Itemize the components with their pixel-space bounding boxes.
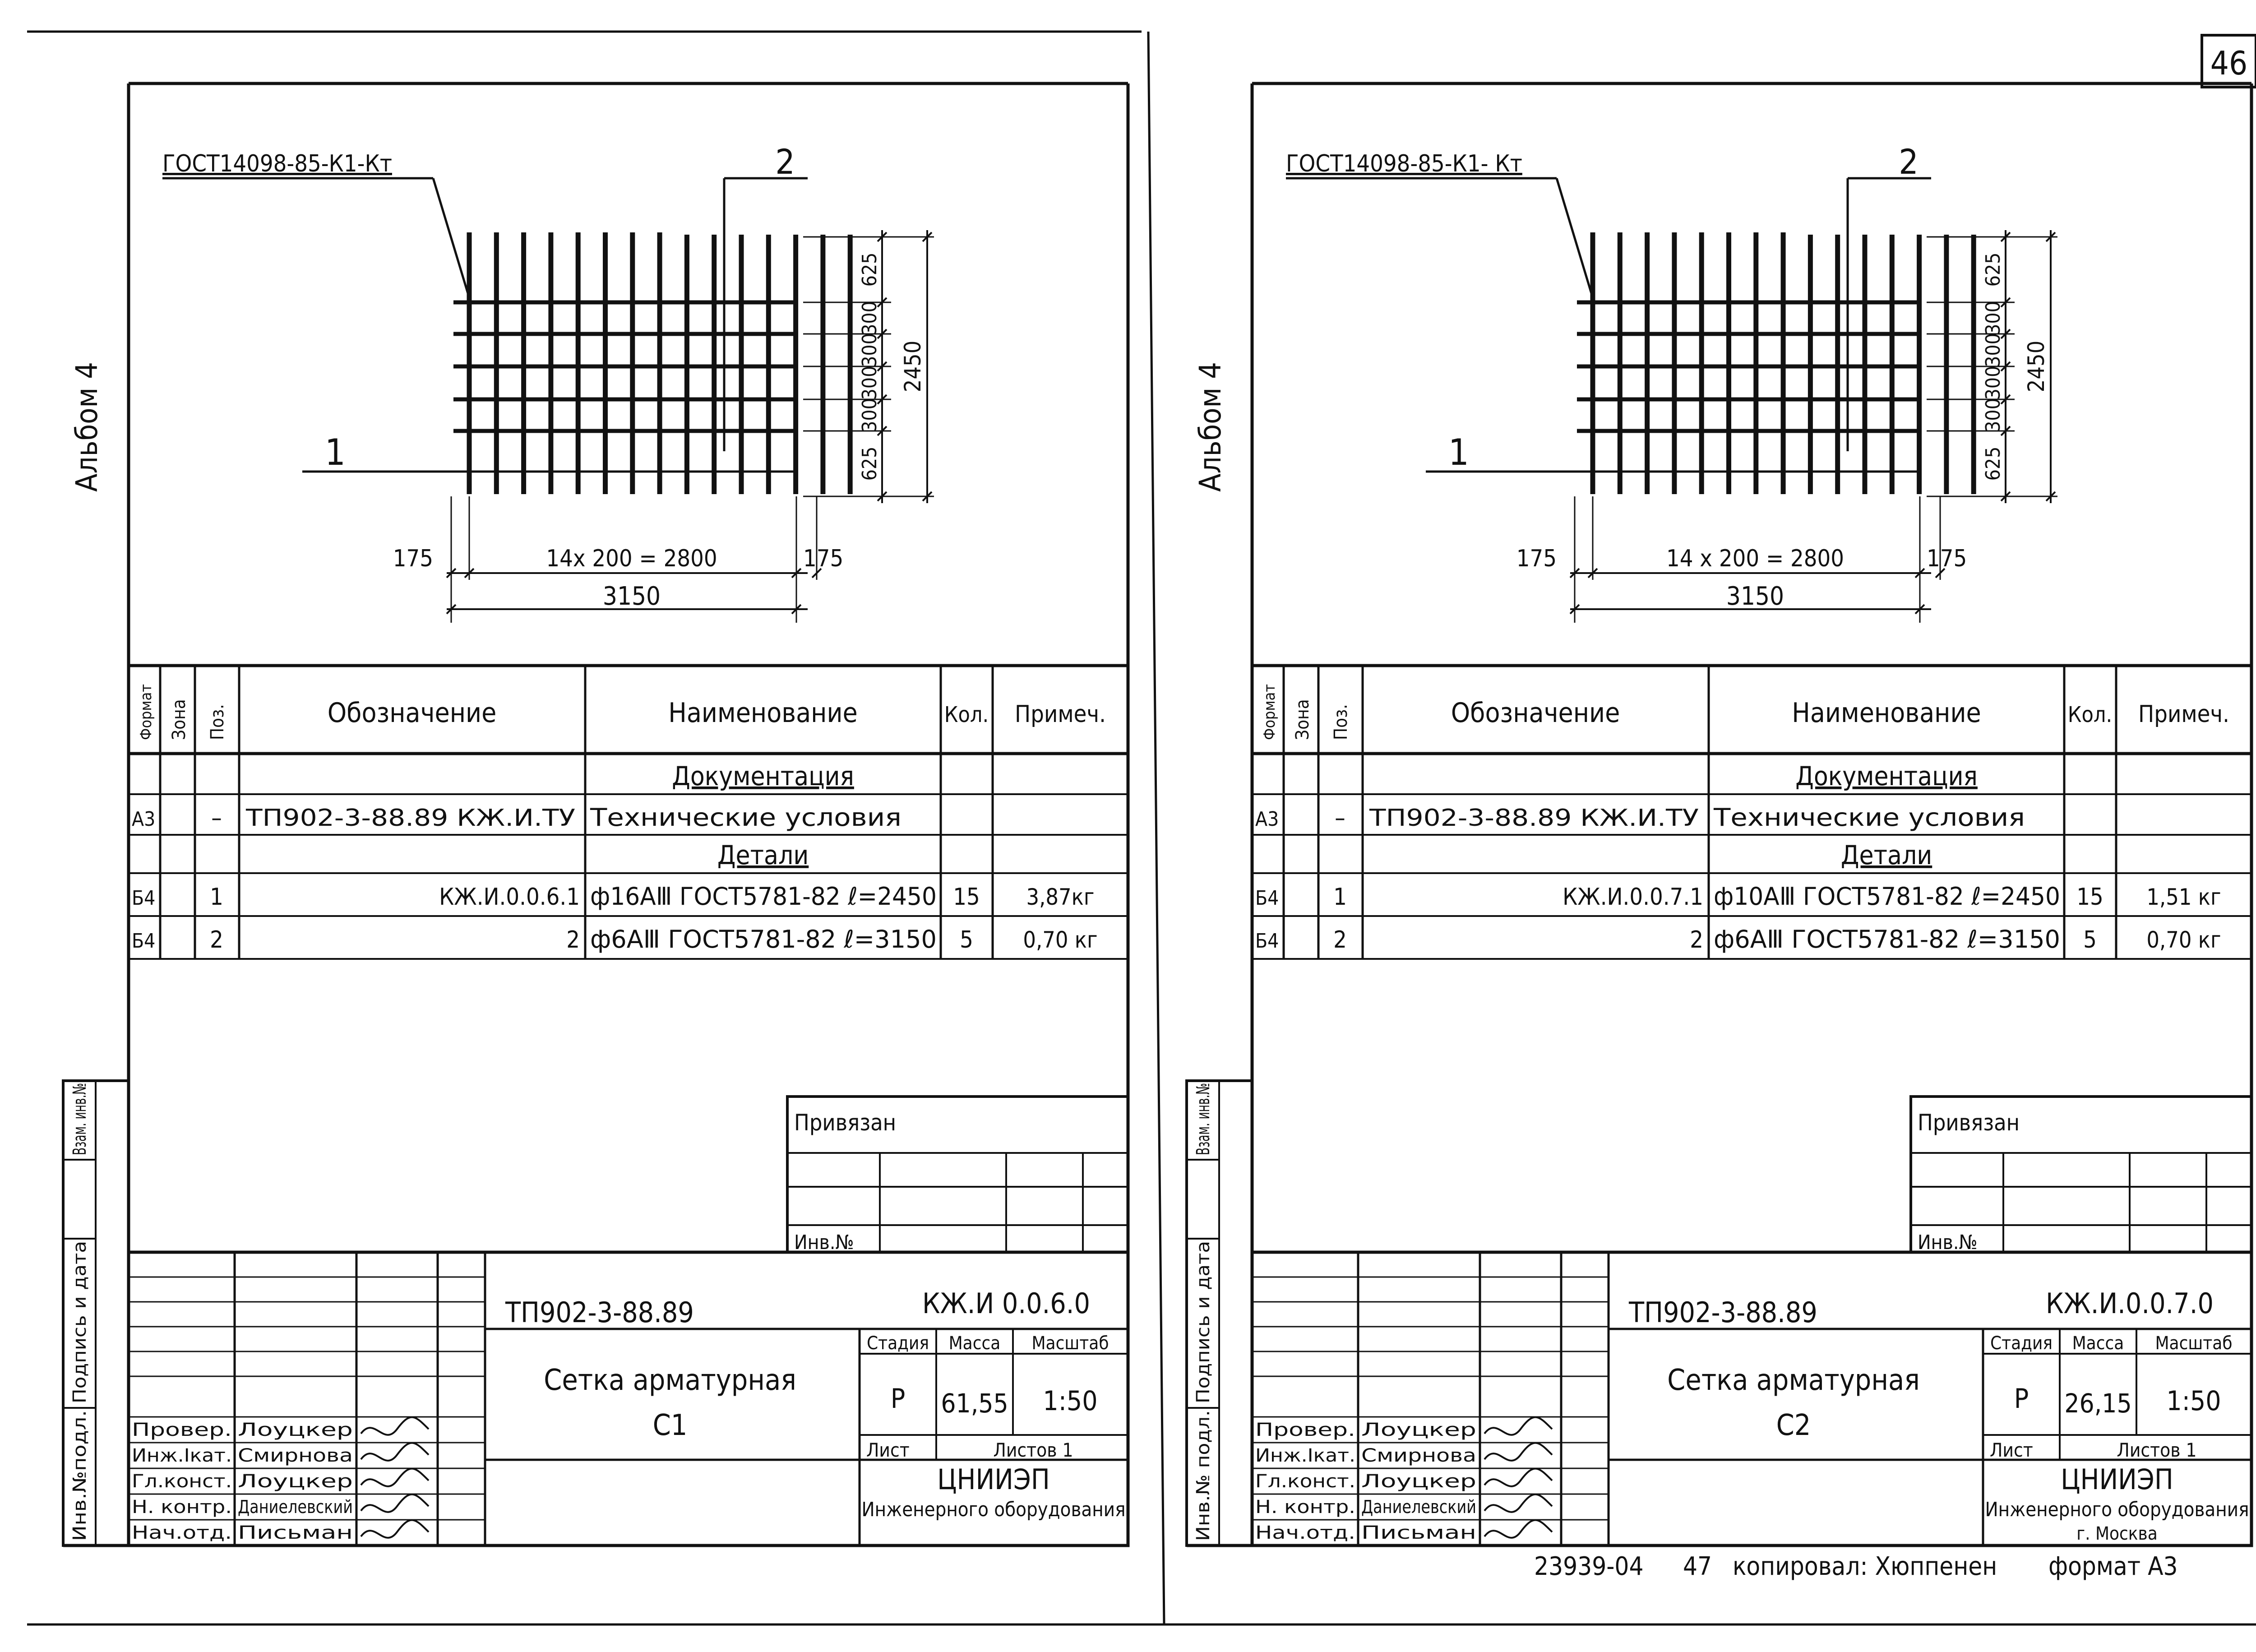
role-name: Даниелевский — [1361, 1497, 1476, 1518]
stage-value: Р — [2014, 1383, 2029, 1415]
role-name: Лоуцкер — [238, 1420, 353, 1440]
stamp-signature-date: Подпись и дата — [69, 1268, 90, 1403]
dimension-right: 175 — [803, 545, 844, 572]
dimension-value: 625 — [1982, 252, 2005, 287]
section-details: Детали — [1840, 840, 1932, 870]
dimension-middle: 14 х 200 = 2800 — [1666, 545, 1845, 572]
role-label: Провер. — [132, 1420, 232, 1440]
cell-name: ф16АⅢ ГОСТ5781-82 ℓ=2450 — [590, 882, 937, 911]
cell-note: 3,87кг — [1026, 884, 1095, 910]
cell-designation: ТП902-3-88.89 КЖ.И.ТУ — [1368, 805, 1699, 832]
cell-position: 1 — [1333, 884, 1347, 911]
header-note: Примеч. — [1015, 701, 1106, 728]
section-documentation: Документация — [1795, 761, 1978, 791]
stamp-signature-date: Подпись и дата — [1193, 1268, 1214, 1403]
role-name: Письман — [238, 1522, 353, 1543]
role-name: Смирнова — [1361, 1445, 1476, 1466]
role-name: Смирнова — [238, 1445, 353, 1466]
cell-position: 2 — [210, 926, 223, 953]
dimension-value: 300 — [1982, 301, 2005, 335]
cell-format: А3 — [1255, 808, 1279, 831]
sheet-header: Лист — [1990, 1439, 2033, 1461]
cell-position: 1 — [210, 884, 223, 911]
mass-header: Масса — [948, 1333, 1001, 1354]
scale-header: Масштаб — [2155, 1333, 2233, 1354]
footer-copied: копировал: Хюппенен — [1733, 1552, 1997, 1581]
role-label: Провер. — [1255, 1420, 1355, 1440]
sheets-header: Листов 1 — [993, 1439, 1073, 1461]
cell-note: 1,51 кг — [2146, 884, 2221, 910]
stamp-replace-inv: Взам. инв.№ — [69, 1050, 90, 1155]
role-label: Н. контр. — [1255, 1497, 1355, 1518]
role-label: Гл.конст. — [132, 1471, 232, 1492]
cell-format: А3 — [132, 808, 156, 831]
header-designation: Обозначение — [327, 697, 497, 729]
cell-qty: 15 — [953, 884, 980, 911]
header-pos: Поз. — [1331, 704, 1351, 740]
dimension-value: 300 — [858, 333, 881, 367]
cell-format: Б4 — [132, 930, 156, 953]
header-name: Наименование — [1792, 697, 1981, 729]
dimension-left: 175 — [393, 545, 433, 572]
cell-qty: 5 — [2083, 926, 2097, 953]
stage-header: Стадия — [1990, 1333, 2053, 1354]
stamp-replace-inv: Взам. инв.№ — [1193, 1050, 1214, 1155]
drawing-code: КЖ.И.0.0.7.0 — [2046, 1287, 2214, 1320]
cell-name: Технические условия — [589, 803, 901, 832]
cell-note: 0,70 кг — [2146, 927, 2221, 953]
dimension-total-horizontal: 3150 — [602, 582, 661, 611]
stamp-inv-original: Инв.№ подл. — [1193, 1434, 1214, 1541]
cell-name: Технические условия — [1713, 803, 2025, 832]
header-format: Формат — [137, 684, 155, 740]
cell-designation: 2 — [566, 926, 580, 953]
dimension-value: 625 — [858, 446, 881, 481]
organization-department: Инженерного оборудования — [861, 1498, 1126, 1521]
role-label: Нач.отд. — [132, 1522, 232, 1543]
drawing-code: КЖ.И 0.0.6.0 — [922, 1287, 1090, 1320]
dimension-total-horizontal: 3150 — [1726, 582, 1784, 611]
footer-doc-no: 23939-04 — [1534, 1552, 1644, 1581]
cell-format: Б4 — [132, 887, 156, 910]
section-documentation: Документация — [672, 761, 854, 791]
role-label: Гл.конст. — [1255, 1471, 1355, 1492]
cell-format: Б4 — [1255, 930, 1279, 953]
cell-designation: ТП902-3-88.89 КЖ.И.ТУ — [245, 805, 575, 832]
drawing-title-mark: С2 — [1776, 1409, 1811, 1442]
project-code: ТП902-3-88.89 — [505, 1296, 694, 1329]
drawing-title: Сетка арматурная — [1667, 1364, 1920, 1397]
footer-format: формат А3 — [2048, 1552, 2178, 1581]
header-zone: Зона — [1292, 699, 1313, 740]
footer-page-no: 47 — [1683, 1552, 1712, 1581]
cell-designation: КЖ.И.0.0.7.1 — [1563, 884, 1703, 911]
gost-label: ГОСТ14098-85-К1- Кт — [1286, 150, 1522, 177]
role-name: Письман — [1361, 1522, 1476, 1543]
role-label: Инж.Iкат. — [1255, 1445, 1355, 1466]
mass-value: 26,15 — [2064, 1388, 2132, 1419]
cell-position: 2 — [1333, 926, 1347, 953]
footer — [1534, 1552, 2178, 1581]
role-name: Лоуцкер — [1361, 1471, 1476, 1492]
position-2-label: 2 — [775, 142, 795, 182]
gost-label: ГОСТ14098-85-К1-Кт — [162, 150, 392, 177]
project-code: ТП902-3-88.89 — [1629, 1296, 1817, 1329]
cell-designation: КЖ.И.0.0.6.1 — [439, 884, 580, 911]
dimension-value: 300 — [858, 366, 881, 400]
header-qty: Кол. — [944, 702, 989, 727]
cell-qty: 5 — [960, 926, 973, 953]
cell-name: ф6АⅢ ГОСТ5781-82 ℓ=3150 — [1714, 925, 2060, 953]
dimension-value: 300 — [858, 301, 881, 335]
role-label: Н. контр. — [132, 1497, 232, 1518]
cell-position: – — [211, 805, 222, 832]
header-name: Наименование — [668, 697, 858, 729]
binding-label: Привязан — [794, 1110, 897, 1136]
dimension-middle: 14х 200 = 2800 — [546, 545, 717, 572]
header-pos: Поз. — [207, 704, 228, 740]
role-name: Лоуцкер — [1361, 1420, 1476, 1440]
binding-inv-no: Инв.№ — [1918, 1231, 1978, 1254]
header-qty: Кол. — [2067, 702, 2113, 727]
header-note: Примеч. — [2138, 701, 2229, 728]
cell-designation: 2 — [1690, 926, 1703, 953]
scale-header: Масштаб — [1031, 1333, 1109, 1354]
position-1-label: 1 — [325, 431, 346, 473]
role-label: Нач.отд. — [1255, 1522, 1355, 1543]
cell-format: Б4 — [1255, 887, 1279, 910]
binding-inv-no: Инв.№ — [794, 1231, 854, 1254]
stage-header: Стадия — [866, 1333, 929, 1354]
dimension-value: 625 — [858, 252, 881, 287]
role-name: Лоуцкер — [238, 1471, 353, 1492]
scale-value: 1:50 — [2166, 1385, 2221, 1417]
position-1-label: 1 — [1448, 431, 1469, 473]
scale-value: 1:50 — [1043, 1385, 1098, 1417]
cell-note: 0,70 кг — [1023, 927, 1098, 953]
album-label: Альбом 4 — [69, 362, 104, 492]
mass-value: 61,55 — [941, 1388, 1008, 1419]
drawing-title-mark: С1 — [652, 1409, 688, 1442]
sheet-header: Лист — [866, 1439, 910, 1461]
organization-department: Инженерного оборудования — [1985, 1498, 2249, 1521]
sheets-header: Листов 1 — [2117, 1439, 2197, 1461]
dimension-total-vertical: 2450 — [900, 340, 926, 393]
section-details: Детали — [717, 840, 809, 870]
organization-name: ЦНИИЭП — [2061, 1463, 2173, 1496]
binding-label: Привязан — [1918, 1110, 2020, 1136]
dimension-left: 175 — [1516, 545, 1557, 572]
header-format: Формат — [1261, 684, 1279, 740]
position-2-label: 2 — [1899, 142, 1919, 182]
role-label: Инж.Iкат. — [132, 1445, 232, 1466]
role-name: Даниелевский — [238, 1497, 353, 1518]
dimension-total-vertical: 2450 — [2023, 340, 2049, 393]
cell-position: – — [1335, 805, 1345, 832]
stamp-inv-original: Инв.№подл. — [69, 1439, 90, 1541]
mass-header: Масса — [2072, 1333, 2124, 1354]
cell-name: ф6АⅢ ГОСТ5781-82 ℓ=3150 — [590, 925, 937, 953]
organization-name: ЦНИИЭП — [937, 1463, 1050, 1496]
organization-city: г. Москва — [2076, 1523, 2158, 1544]
album-label: Альбом 4 — [1193, 362, 1228, 492]
drawing-title: Сетка арматурная — [544, 1364, 796, 1397]
page-number: 46 — [2210, 44, 2248, 82]
dimension-right: 175 — [1927, 545, 1967, 572]
dimension-value: 300 — [1982, 398, 2005, 432]
dimension-value: 300 — [1982, 333, 2005, 367]
header-zone: Зона — [169, 699, 190, 740]
dimension-value: 625 — [1982, 446, 2005, 481]
dimension-value: 300 — [858, 398, 881, 432]
cell-qty: 15 — [2076, 884, 2103, 911]
dimension-value: 300 — [1982, 366, 2005, 400]
header-designation: Обозначение — [1451, 697, 1620, 729]
cell-name: ф10АⅢ ГОСТ5781-82 ℓ=2450 — [1714, 882, 2060, 911]
stage-value: Р — [890, 1383, 906, 1415]
